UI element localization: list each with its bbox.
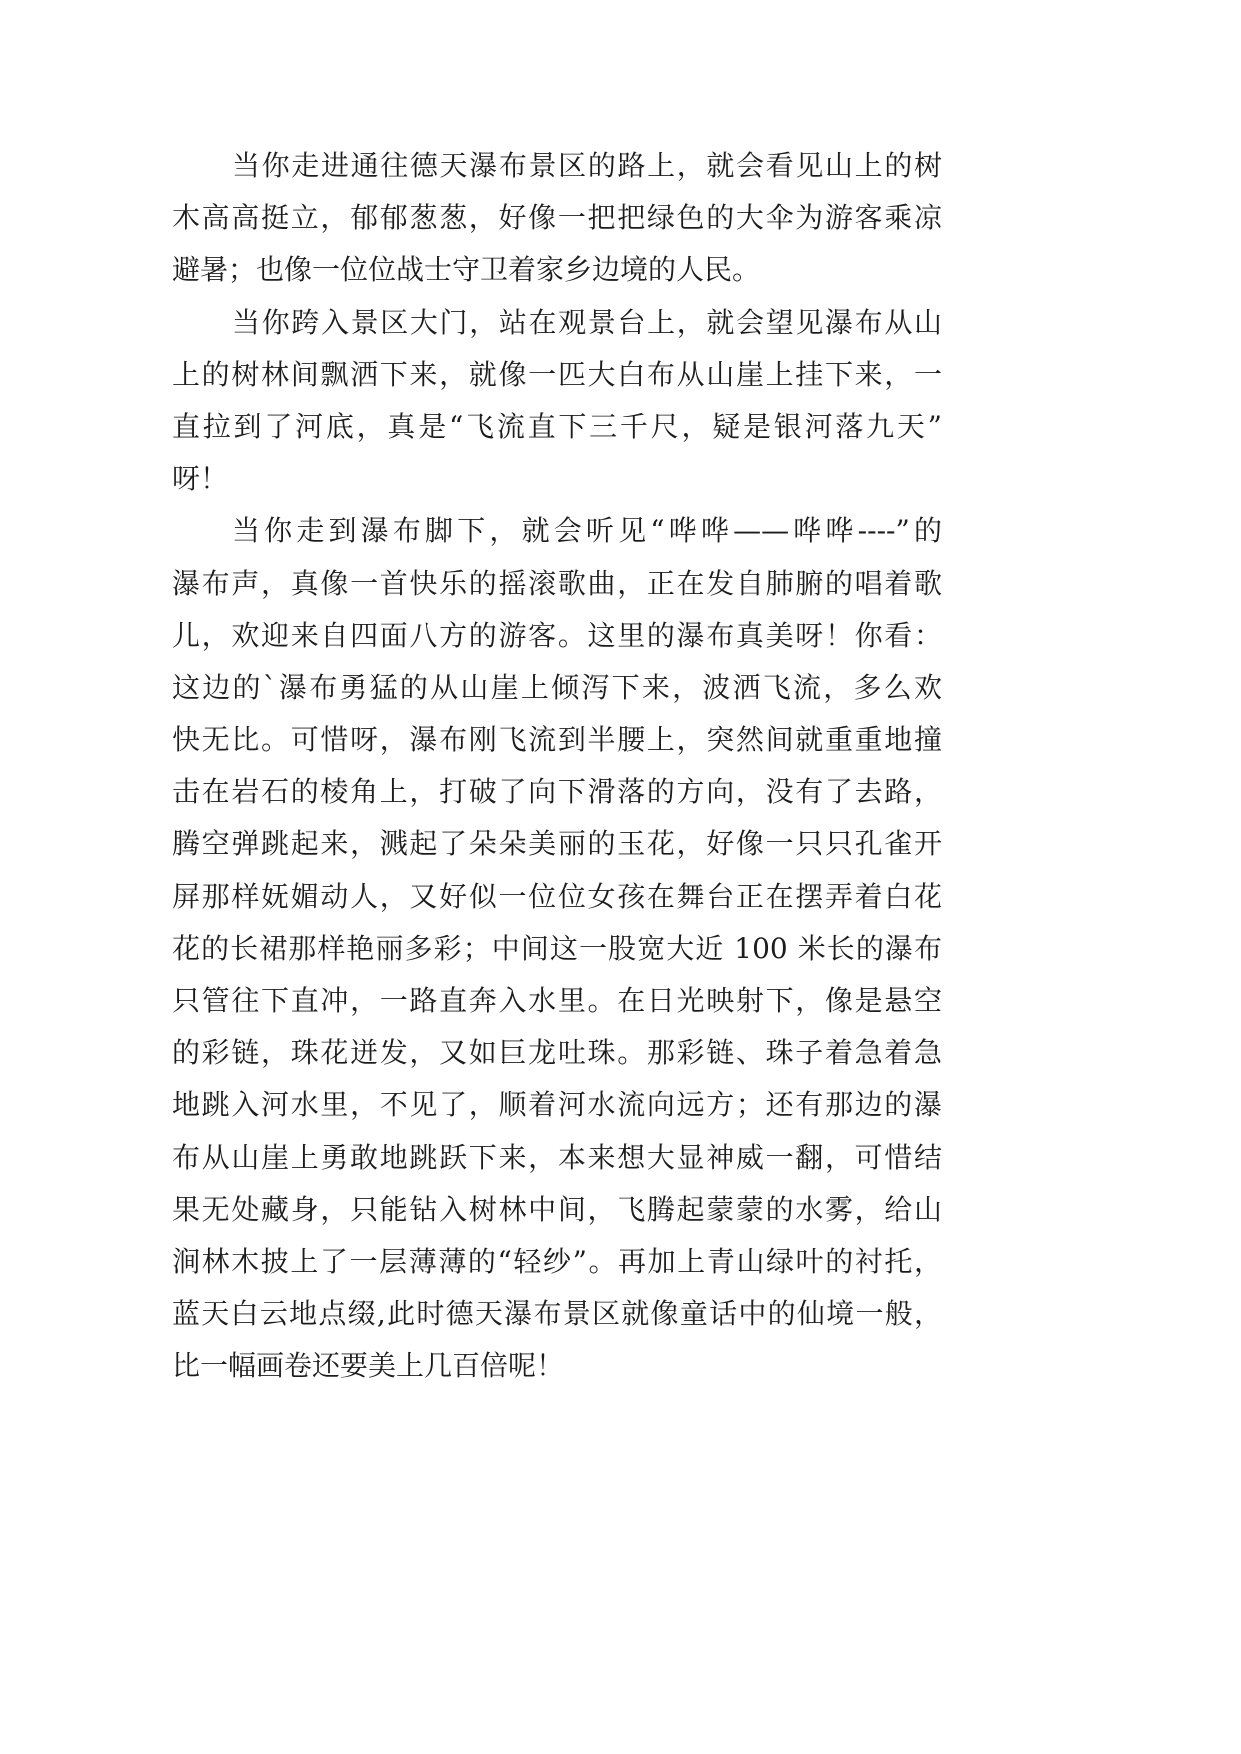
text-line: 呀！ xyxy=(172,462,229,496)
text-line: 果无处藏身，只能钻入树林中间，飞腾起蒙蒙的水雾，给山 xyxy=(172,1192,942,1226)
text-line: 击在岩石的棱角上，打破了向下滑落的方向，没有了去路， xyxy=(172,775,942,809)
text-line: 儿，欢迎来自四面八方的游客。这里的瀑布真美呀！你看： xyxy=(172,618,942,652)
text-line: 腾空弹跳起来，溅起了朵朵美丽的玉花，好像一只只孔雀开 xyxy=(172,827,942,861)
text-line: 布从山崖上勇敢地跳跃下来，本来想大显神威一翻，可惜结 xyxy=(172,1140,942,1174)
text-line: 快无比。可惜呀，瀑布刚飞流到半腰上，突然间就重重地撞 xyxy=(172,723,942,757)
text-line: 的彩链，珠花迸发，又如巨龙吐珠。那彩链、珠子着急着急 xyxy=(172,1036,942,1070)
text-line: 木高高挺立，郁郁葱葱，好像一把把绿色的大伞为游客乘凉 xyxy=(172,201,942,235)
text-line: 这边的`瀑布勇猛的从山崖上倾泻下来，波洒飞流，多么欢 xyxy=(172,670,942,704)
text-line: 屏那样妩媚动人，又好似一位位女孩在舞台正在摆弄着白花 xyxy=(172,879,942,913)
paragraph-3 xyxy=(172,505,942,1392)
text-line: 当你走进通往德天瀑布景区的路上，就会看见山上的树 xyxy=(232,149,942,182)
text-line: 地跳入河水里，不见了，顺着河水流向远方；还有那边的瀑 xyxy=(172,1088,942,1122)
text-line: 只管往下直冲，一路直奔入水里。在日光映射下，像是悬空 xyxy=(172,984,942,1017)
text-line: 直拉到了河底，真是“飞流直下三千尺，疑是银河落九天” xyxy=(172,409,942,443)
paragraph-2 xyxy=(172,297,942,506)
paragraph-1 xyxy=(172,140,942,297)
text-line: 当你走到瀑布脚下，就会听见“哗哗——哗哗----”的 xyxy=(232,514,942,548)
text-line: 涧林木披上了一层薄薄的“轻纱”。再加上青山绿叶的衬托， xyxy=(172,1244,942,1278)
text-line: 比一幅画卷还要美上几百倍呢！ xyxy=(172,1349,565,1383)
text-line: 花的长裙那样艳丽多彩；中间这一股宽大近 100 米长的瀑布 xyxy=(172,931,942,965)
text-line: 瀑布声，真像一首快乐的摇滚歌曲，正在发自肺腑的唱着歌 xyxy=(172,566,942,600)
text-line: 蓝天白云地点缀,此时德天瀑布景区就像童话中的仙境一般， xyxy=(172,1297,942,1331)
text-line: 当你跨入景区大门，站在观景台上，就会望见瀑布从山 xyxy=(232,305,942,339)
document-body xyxy=(172,140,942,1393)
text-line: 上的树林间飘洒下来，就像一匹大白布从山崖上挂下来，一 xyxy=(172,357,942,391)
text-line: 避暑；也像一位位战士守卫着家乡边境的人民。 xyxy=(172,253,761,287)
